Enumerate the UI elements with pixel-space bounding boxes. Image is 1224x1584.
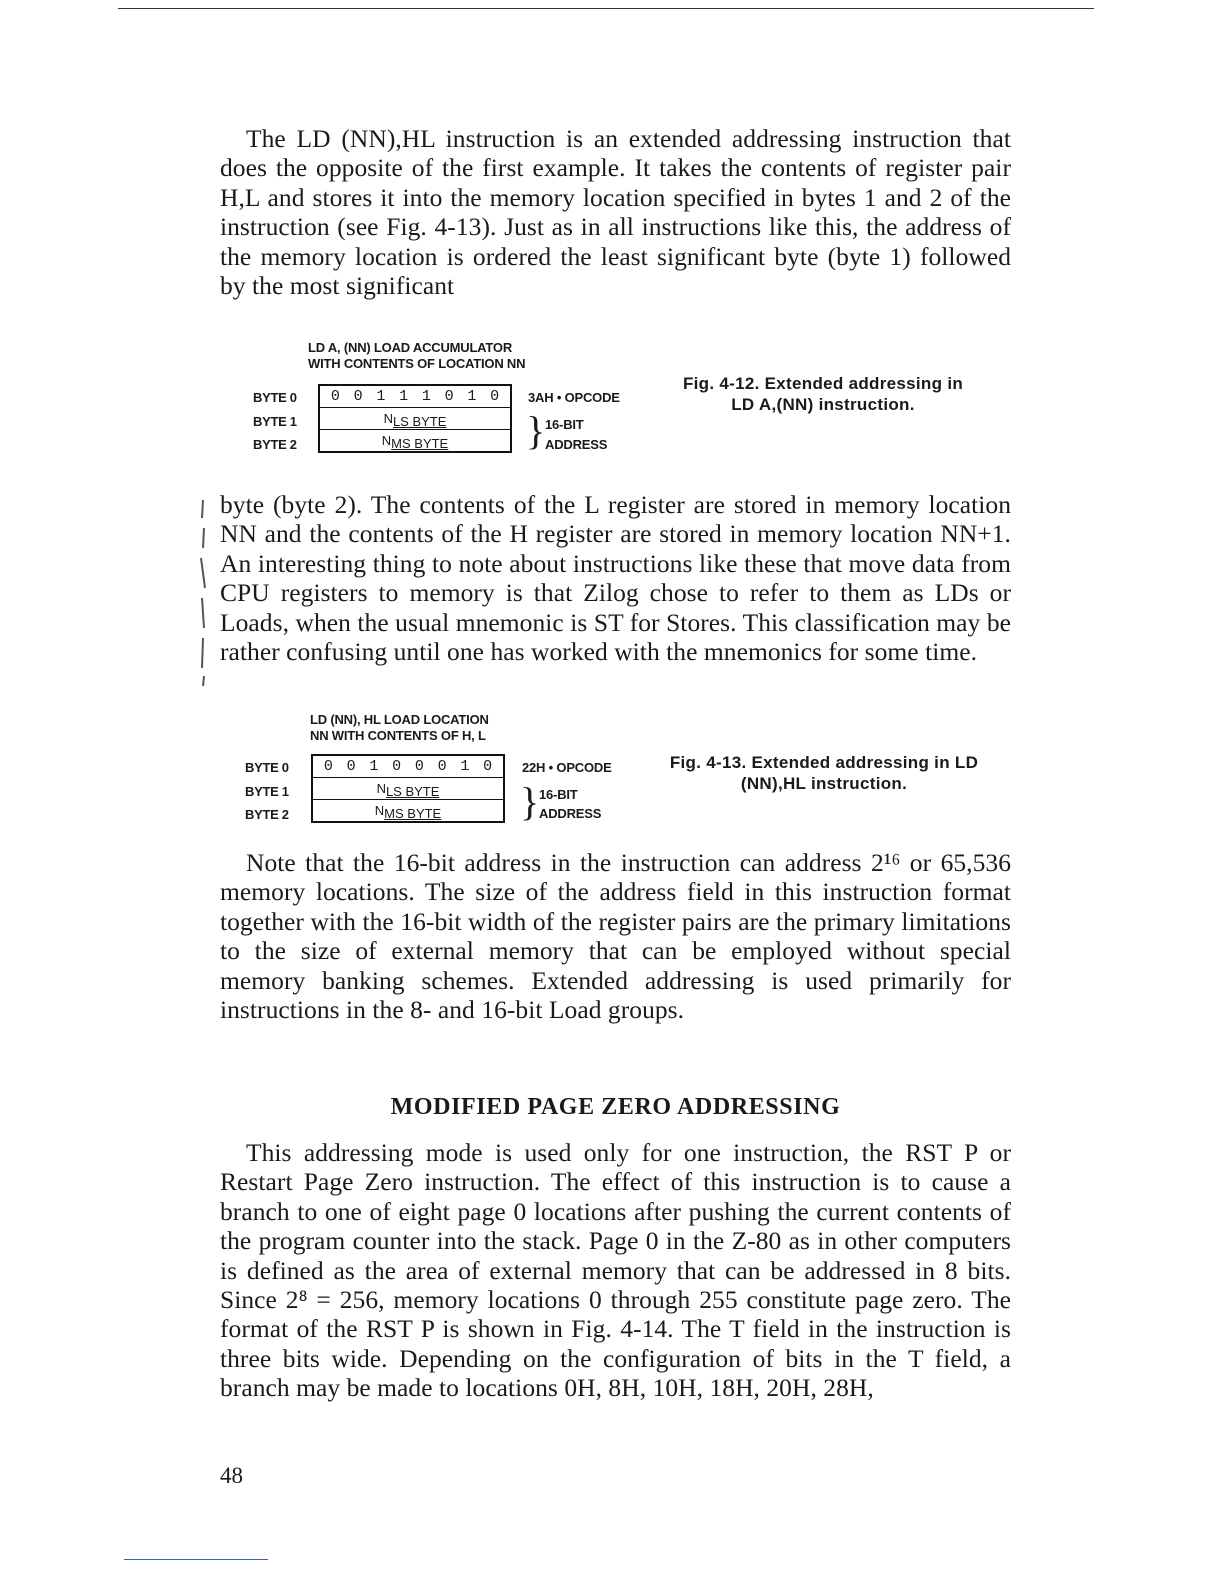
bit: 1 — [460, 758, 470, 775]
fig13-addr-note1: 16-BIT — [539, 787, 578, 802]
fig12-caption-line2: LD A,(NN) instruction. — [731, 395, 915, 414]
n-prefix: N — [374, 803, 385, 818]
bit: 0 — [353, 388, 363, 405]
bit: 1 — [376, 388, 386, 405]
fig12-caption — [650, 373, 996, 415]
fig12-title-line2: WITH CONTENTS OF LOCATION NN — [308, 356, 526, 371]
ls-byte-sub: LS BYTE — [392, 414, 447, 429]
bit: 1 — [467, 388, 477, 405]
paragraph-ld-nn-hl: The LD (NN),HL instruction is an extended addressing instruction that does the opposite of the first example. It takes the contents of register pair H,L and stores it into the memory location specified in bytes 1 and 2 of the instruction (see Fig. 4-13). Just as in all instructions like this, the address of the memory location is ordered the least significant byte (byte 1) followed by the most significant — [220, 124, 1011, 301]
paragraph-ld-stores: byte (byte 2). The contents of the L register are stored in memory location NN and the contents of the H register are stored in memory location NN+1. An interesting thing to note about instructions like these that move data from CPU registers to memory is that Zilog chose to refer to them as LDs or Loads, when the usual mnemonic is ST for Stores. This classification may be rather confusing until one has worked with the mnemonics for some time. — [220, 490, 1011, 667]
paragraph-16bit-address: Note that the 16-bit address in the instruction can address 2¹⁶ or 65,536 memory locations. The size of the address field in this instruction format together with the 16-bit width of the register pairs are the primary limitations to the size of external memory that can be employed without special memory banking schemes. Extended addressing is used primarily for instructions in the 8- and 16-bit Load groups. — [220, 848, 1011, 1025]
bit: 1 — [369, 758, 379, 775]
margin-scan-mark — [196, 498, 210, 688]
fig13-opcode-note: 22H • OPCODE — [522, 760, 612, 775]
bit: 0 — [437, 758, 447, 775]
fig13-format-box — [311, 754, 505, 823]
fig13-byte1-label: BYTE 1 — [245, 784, 289, 799]
fig12-opcode-note: 3AH • OPCODE — [528, 390, 620, 405]
fig12-opcode-bits — [320, 386, 510, 408]
n-prefix: N — [376, 781, 386, 796]
fig13-ms-byte — [313, 800, 503, 821]
bit: 0 — [490, 388, 500, 405]
fig13-title-line2: NN WITH CONTENTS OF H, L — [310, 728, 486, 743]
n-prefix: N — [381, 433, 392, 448]
fig13-addr-note2: ADDRESS — [539, 806, 602, 821]
fig12-byte1-label: BYTE 1 — [253, 414, 297, 429]
page-number: 48 — [220, 1463, 243, 1488]
fig13-byte0-label: BYTE 0 — [245, 760, 289, 775]
bit: 0 — [392, 758, 402, 775]
bit: 0 — [346, 758, 356, 775]
fig12-byte2-label: BYTE 2 — [253, 437, 297, 452]
fig13-ls-byte — [313, 778, 503, 800]
section-heading: MODIFIED PAGE ZERO ADDRESSING — [390, 1094, 841, 1120]
fig13-title-line1: LD (NN), HL LOAD LOCATION — [310, 712, 489, 727]
fig12-addr-note1: 16-BIT — [545, 417, 584, 432]
fig13-caption-line1: Fig. 4-13. Extended addressing in LD — [669, 753, 979, 772]
fig13-brace-icon: } — [520, 779, 540, 824]
ms-byte-sub: MS BYTE — [391, 436, 449, 451]
fig12-caption-line1: Fig. 4-12. Extended addressing in — [682, 374, 964, 393]
fig13-caption — [636, 752, 1012, 794]
top-rule — [118, 8, 1094, 9]
fig12-byte0-label: BYTE 0 — [253, 390, 297, 405]
fig13-opcode-bits — [313, 756, 503, 778]
bit: 0 — [483, 758, 493, 775]
ms-byte-sub: MS BYTE — [384, 806, 442, 821]
bit: 0 — [323, 758, 333, 775]
fig12-ls-byte — [320, 408, 510, 430]
bit: 1 — [399, 388, 409, 405]
bit: 0 — [414, 758, 424, 775]
bit: 0 — [330, 388, 340, 405]
bit: 0 — [444, 388, 454, 405]
fig12-ms-byte — [320, 430, 510, 451]
fig13-byte2-label: BYTE 2 — [245, 807, 289, 822]
fig13-title — [310, 712, 489, 744]
ls-byte-sub: LS BYTE — [385, 784, 440, 799]
fig12-brace-icon: } — [526, 408, 546, 453]
paragraph-page-zero: This addressing mode is used only for one instruction, the RST P or Restart Page Zero instruction. The effect of this instruction is to cause a branch to one of eight page 0 locations after pushing the current contents of the program counter into the stack. Page 0 in the Z-80 as in other computers is defined as the area of external memory that can be addressed in 8 bits. Since 2⁸ = 256, memory locations 0 through 255 constitute page zero. The format of the RST P is shown in Fig. 4-14. The T field in the instruction is three bits wide. Depending on the configuration of bits in the T field, a branch may be made to locations 0H, 8H, 10H, 18H, 20H, 28H, — [220, 1138, 1011, 1403]
bit: 1 — [421, 388, 431, 405]
bottom-rule — [124, 1559, 268, 1560]
fig12-format-box — [318, 384, 512, 453]
n-prefix: N — [383, 411, 393, 426]
fig12-addr-note2: ADDRESS — [545, 437, 608, 452]
fig12-title-line1: LD A, (NN) LOAD ACCUMULATOR — [308, 340, 513, 355]
fig13-caption-line2: (NN),HL instruction. — [740, 774, 908, 793]
fig12-title — [308, 340, 525, 372]
